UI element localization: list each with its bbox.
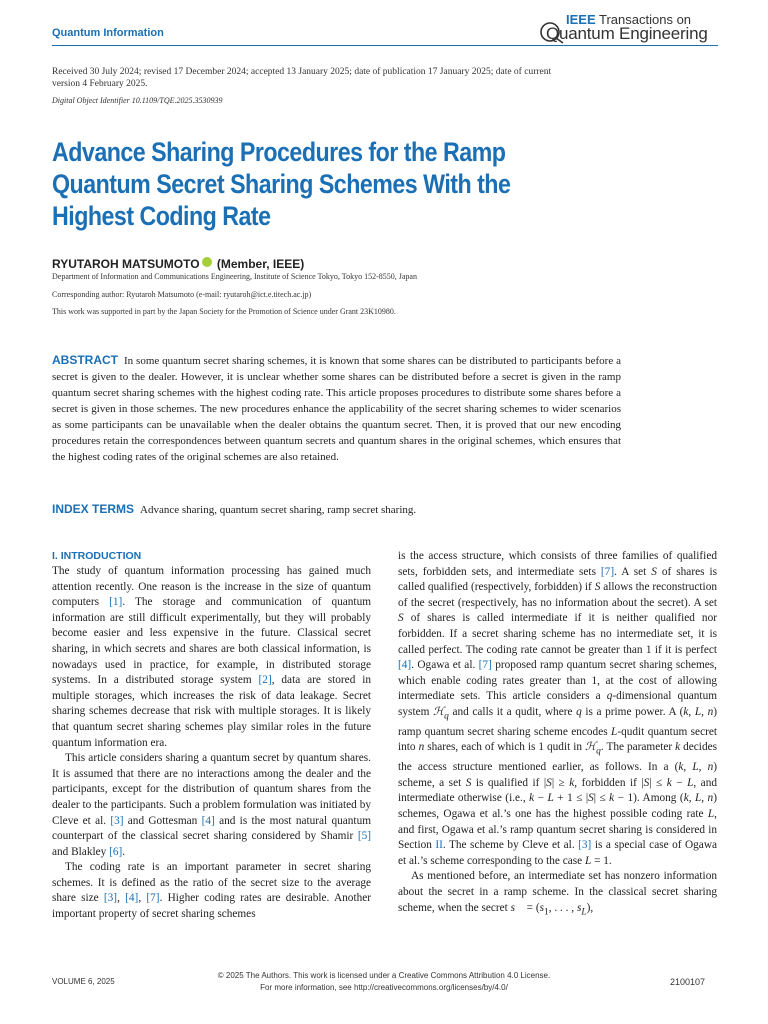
section-label: Quantum Information	[52, 27, 164, 39]
citation-link[interactable]: [2]	[258, 674, 272, 687]
body-column-left	[52, 549, 371, 923]
license-line: © 2025 The Authors. This work is licensed under a Creative Commons Attribution 4.0 License.	[217, 971, 551, 980]
citation-link[interactable]: [1]	[109, 596, 123, 609]
paragraph: As mentioned before, an intermediate set has nonzero information about the secret in a ramp scheme. In the classical secret sharing scheme, when the secret s⃗ = ($s_1$, . . . , $s_L$),	[398, 870, 717, 917]
citation-link[interactable]: [4]	[125, 892, 139, 905]
author-line	[52, 257, 304, 271]
abstract-label: ABSTRACT	[52, 353, 118, 367]
citation-link[interactable]: [4]	[398, 659, 412, 672]
paragraph: is the access structure, which consists of three families of qualified sets, forbidden sets, and intermediate sets [7]. A set S of shares is called qualified (respectively, forbidden) if S allows the reconstruction of the secret (respectively, has no information about the secret). A set S of shares is called intermediate if it is neither qualified nor forbidden. If a secret sharing scheme has no intermediate set, it is called perfect. The coding rate cannot be greater than 1 if it is perfect [4]. Ogawa et al. [7] proposed ramp quantum secret sharing schemes, which enable coding rates greater than 1, at the cost of allowing intermediate sets. This article considers a q-dimensional quantum system ℋ$_q$ and calls it a qudit, where q is a prime power. A (k, L, n) ramp quantum secret sharing scheme encodes L-qudit quantum secret into n shares, each of which is 1 qudit in ℋ$_q$. The parameter k decides the access structure mentioned earlier, as follows. In a (k, L, n) scheme, a set S is qualified if |S| ≥ k, forbidden if |S| ≤ k − L, and intermediate otherwise (i.e., k − L + 1 ≤ |S| ≤ k − 1). Among (k, L, n) schemes, Ogawa et al.’s one has the highest possible coding rate L, and first, Ogawa et al.’s ramp quantum secret sharing is considered in Section II. The scheme by Cleve et al. [3] is a special case of Ogawa et al.’s scheme corresponding to the case L = 1.	[398, 550, 718, 867]
header-rule	[52, 45, 718, 46]
license-url[interactable]: For more information, see http://creativecommons.org/licenses/by/4.0/	[260, 983, 508, 992]
citation-link[interactable]: [4]	[201, 814, 215, 827]
citation-link[interactable]: [7]	[600, 565, 615, 578]
citation-link[interactable]: [3]	[578, 839, 592, 852]
body-column-right	[398, 549, 717, 920]
abstract	[52, 352, 621, 465]
footer-volume: VOLUME 6, 2025	[52, 977, 115, 986]
citation-link[interactable]: [6]	[109, 845, 123, 858]
journal-name-line2: Quantum Engineering	[546, 24, 708, 43]
journal-ieee: IEEE	[566, 12, 596, 27]
index-terms-text: Advance sharing, quantum secret sharing, ramp secret sharing.	[140, 504, 417, 516]
index-terms-label: INDEX TERMS	[52, 502, 135, 516]
paragraph: The coding rate is an important parameter in secret sharing schemes. It is defined as the ratio of the secret size to the average share size [3], [4], [7]. Higher coding rates are desirable. Another important property of secret sharing schemes	[52, 861, 372, 921]
citation-link[interactable]: [7]	[146, 892, 160, 905]
author-name: RYUTAROH MATSUMOTO	[52, 257, 200, 271]
footer-page-number: 2100107	[670, 977, 706, 987]
journal-transactions: Transactions on	[599, 12, 692, 27]
orcid-icon[interactable]	[202, 257, 212, 267]
citation-link[interactable]: [3]	[103, 892, 118, 905]
index-terms	[52, 502, 621, 516]
author-membership: (Member, IEEE)	[216, 257, 305, 271]
citation-link[interactable]: [5]	[357, 830, 371, 843]
publication-dates: Received 30 July 2024; revised 17 December 2024; accepted 13 January 2025; date of publication 17 January 2025; date of current version 4 February 2025.	[52, 67, 552, 89]
paper-title: Advance Sharing Procedures for the Ramp Quantum Secret Sharing Schemes With the Highest Coding Rate	[52, 137, 511, 231]
author-affiliation: Department of Information and Communications Engineering, Institute of Science Tokyo, Tokyo 152-8550, Japan	[52, 272, 417, 281]
funding-note: This work was supported in part by the Japan Society for the Promotion of Science under Grant 23K10980.	[52, 307, 396, 316]
citation-link[interactable]: [7]	[478, 659, 492, 672]
section-heading: I. INTRODUCTION	[52, 550, 142, 562]
corresponding-author: Corresponding author: Ryutaroh Matsumoto (e-mail: ryutaroh@ict.e.titech.ac.jp)	[52, 290, 312, 299]
abstract-text: In some quantum secret sharing schemes, it is known that some shares can be distributed to participants before a secret is given to the dealer. However, it is unclear whether some shares can be distributed before a secret is given in the ramp quantum secret sharing schemes with the highest coding rate. This article proposes procedures to distribute some shares before a secret is given in those schemes. The new procedures enhance the applicability of the secret sharing schemes to wider scenarios as some participants can be unavailable when the dealer obtains the quantum secret. Then, it is proved that our new encoding procedures retain the correspondences between quantum secrets and quantum shares in the original schemes, which ensures that the highest coding rates of the original schemes are also retained.	[52, 355, 621, 463]
section-link[interactable]: II	[435, 839, 443, 852]
paragraph: The study of quantum information processing has gained much attention recently. One reason is the increase in the size of quantum computers [1]. The storage and communication of quantum information are still difficult experimentally, but they will probably become easier and less expensive in the future. Classical secret sharing, in which secrets and shares are both classical information, is nowadays used in practice, for example, in distributed storage systems. In a distributed storage system [2], data are stored in multiple storages, which increases the risk of data leakage. Secret sharing schemes decrease that risk with multiple storages. It is likely that quantum secret sharing schemes play similar roles in the future quantum information era.	[52, 565, 371, 749]
doi: Digital Object Identifier 10.1109/TQE.2025.3530939	[52, 96, 223, 105]
paragraph: This article considers sharing a quantum secret by quantum shares. It is assumed that there are no interactions among the dealer and the participants, except for the distribution of quantum shares from the dealer to the participants. Such a problem formulation was initiated by Cleve et al. [3] and Gottesman [4] and is the most natural quantum counterpart of the classical secret sharing considered by Shamir [5] and Blakley [6].	[52, 752, 372, 858]
citation-link[interactable]: [3]	[110, 814, 124, 827]
footer-license	[200, 970, 568, 994]
